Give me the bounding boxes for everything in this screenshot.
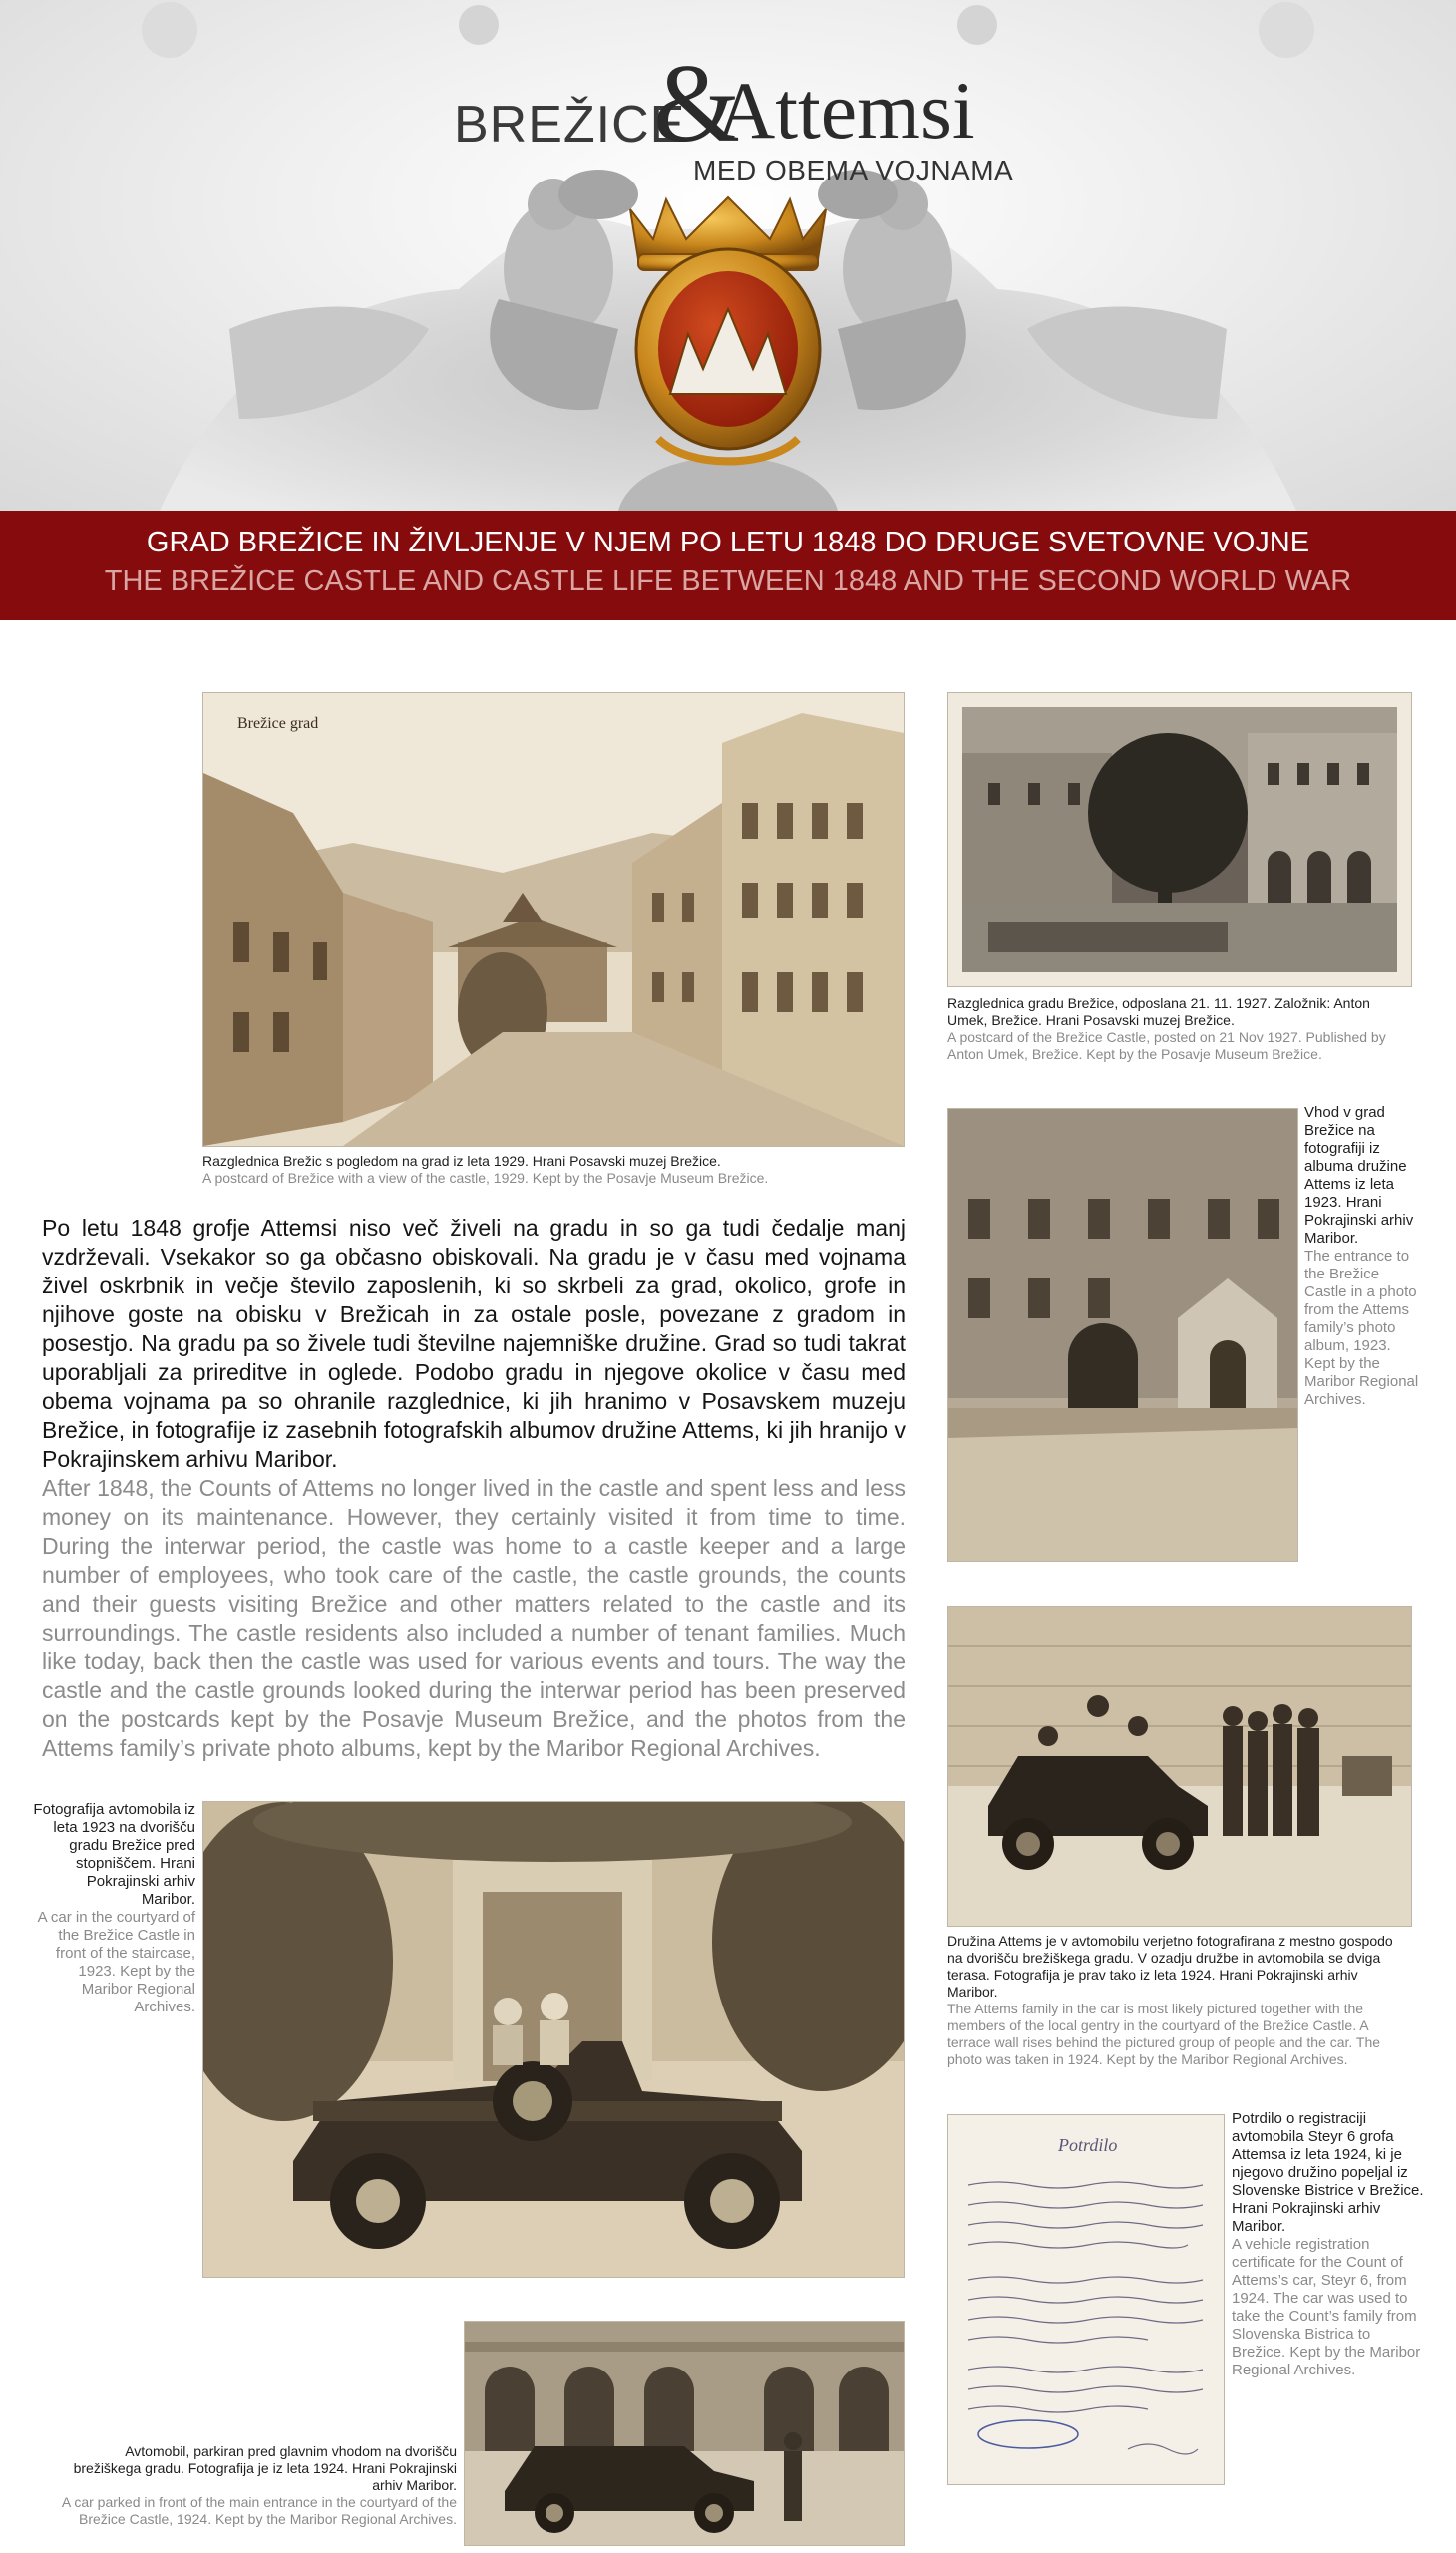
parked-car-1924-caption-en: A car parked in front of the main entrance in the courtyard of the Brežice Castle, 1924. Kept by the Maribor Regional Archives. — [61, 2494, 457, 2527]
postcard-inscription: Brežice grad — [237, 715, 319, 732]
certificate-1924-photo — [947, 2114, 1225, 2485]
certificate-1924-caption-sl: Potrdilo o registraciji avtomobila Steyr 6 grofa Attemsa iz leta 1924, ki je njegovo družino popeljal iz Slovenske Bistrice v Brežice. Hrani Pokrajinski arhiv Maribor. — [1232, 2110, 1424, 2235]
car-1923-caption — [32, 1801, 195, 2016]
title-english: THE BREŽICE CASTLE AND CASTLE LIFE BETWEEN 1848 AND THE SECOND WORLD WAR — [104, 565, 1352, 597]
postcard-1927-caption-sl: Razglednica gradu Brežice, odposlana 21. 11. 1927. Založnik: Anton Umek, Brežice. Hrani Posavski muzej Brežice. — [947, 995, 1370, 1028]
postcard-1929-caption-sl: Razglednica Brežic s pogledom na grad iz leta 1929. Hrani Posavski muzej Brežice. — [202, 1153, 721, 1169]
car-1923-photo — [202, 1801, 905, 2278]
postcard-1927-caption-en: A postcard of the Brežice Castle, posted on 21 Nov 1927. Published by Anton Umek, Brežice. Kept by the Posavje Museum Brežice. — [947, 1029, 1386, 1062]
title-slovene: GRAD BREŽICE IN ŽIVLJENJE V NJEM PO LETU 1848 DO DRUGE SVETOVNE VOJNE — [146, 527, 1310, 558]
postcard-1927-caption — [947, 995, 1410, 1063]
postcard-1929-caption — [202, 1153, 903, 1187]
certificate-1924-caption — [1232, 2110, 1427, 2379]
car-1923-caption-sl: Fotografija avtomobila iz leta 1923 na dvorišču gradu Brežice pred stopniščem. Hrani Pokrajinski arhiv Maribor. — [33, 1801, 195, 1908]
logo-subtitle: MED OBEMA VOJNAMA — [693, 155, 1014, 185]
entrance-1923-caption-sl: Vhod v grad Brežice na fotografiji iz albuma družine Attems iz leta 1923. Hrani Pokrajinski arhiv Maribor. — [1304, 1104, 1414, 1247]
postcard-1929-caption-en: A postcard of Brežice with a view of the castle, 1929. Kept by the Posavje Museum Brežice. — [202, 1170, 769, 1186]
family-car-1924-caption-en: The Attems family in the car is most likely pictured together with the members of the local gentry in the courtyard of the Brežice Castle. A terrace wall rises behind the pictured group of people and the car. The photo was taken in 1924. Kept by the Maribor Regional Archives. — [947, 2001, 1381, 2067]
certificate-heading: Potrdilo — [1058, 2135, 1118, 2155]
car-1923-caption-en: A car in the courtyard of the Brežice Castle in front of the staircase, 1923. Kept by the Maribor Regional Archives. — [37, 1909, 195, 2015]
logo-ampersand: & — [653, 42, 741, 166]
header-banner — [0, 0, 1456, 511]
logo-brezice: BREŽICE — [454, 96, 686, 154]
entrance-1923-photo — [947, 1108, 1298, 1562]
postcard-1927-photo — [947, 692, 1412, 987]
parked-car-1924-caption — [60, 2443, 457, 2528]
certificate-1924-caption-en: A vehicle registration certificate for the Count of Attems’s car, Steyr 6, from 1924. The car was used to take the Count’s family from Slovenska Bistrica to Brežice. Kept by the Maribor Regional Archives. — [1232, 2236, 1421, 2378]
family-car-1924-photo — [947, 1606, 1412, 1927]
family-car-1924-caption-sl: Družina Attems je v avtomobilu verjetno fotografirana z mestno gospodo na dvorišču brežiškega gradu. V ozadju družbe in avtomobila se dviga terasa. Fotografija je prav tako iz leta 1924. Hrani Pokrajinski arhiv Maribor. — [947, 1933, 1393, 2000]
logo-attemsi: Attemsi — [716, 65, 975, 156]
parked-car-1924-caption-sl: Avtomobil, parkiran pred glavnim vhodom na dvorišču brežiškega gradu. Fotografija je iz leta 1924. Hrani Pokrajinski arhiv Maribor. — [73, 2443, 457, 2493]
postcard-1929-photo — [202, 692, 905, 1147]
parked-car-1924-photo — [464, 2321, 905, 2546]
family-car-1924-caption — [947, 1933, 1410, 2068]
entrance-1923-caption-en: The entrance to the Brežice Castle in a photo from the Attems family’s photo album, 1923. Kept by the Maribor Regional Archives. — [1304, 1248, 1419, 1408]
body-text-english: After 1848, the Counts of Attems no longer lived in the castle and spent less and less money on its maintenance. However, they certainly visited it from time to time. During the interwar period, the castle was home to a castle keeper and a large number of employees, who took care of the castle, the castle grounds, the counts and their guests visiting Brežice and other matters related to the castle and its surroundings. The castle residents also included a number of tenant families. Much like today, back then the castle was used for various events and tours. The way the castle and the castle grounds looked during the interwar period has been preserved on the postcards kept by the Posavje Museum Brežice, and the photos from the Attems family’s private photo albums, kept by the Maribor Regional Archives. — [42, 1475, 906, 1761]
body-text-slovene: Po letu 1848 grofje Attemsi niso več živeli na gradu in so ga tudi čedalje manj vzdrževali. Vsekakor so ga občasno obiskovali. Na gradu je v času med vojnama živel oskrbnik in večje število zaposlenih, ki so skrbeli za grad, okolico, grofe in njihove goste na obisku v Brežicah in za ostale posle, povezane z gradom in posestjo. Na gradu pa so živele tudi številne najemniške družine. Grad so tudi takrat uporabljali za prireditve in oglede. Podobo gradu in njegove okolice v času med obema vojnama pa so ohranile razglednice, ki jih hranimo v Posavskem muzeju Brežice, in fotografije iz zasebnih fotografskih albumov družine Attems, ki jih hranijo v Pokrajinskem arhivu Maribor. — [42, 1215, 906, 1472]
entrance-1923-caption — [1304, 1104, 1424, 1409]
